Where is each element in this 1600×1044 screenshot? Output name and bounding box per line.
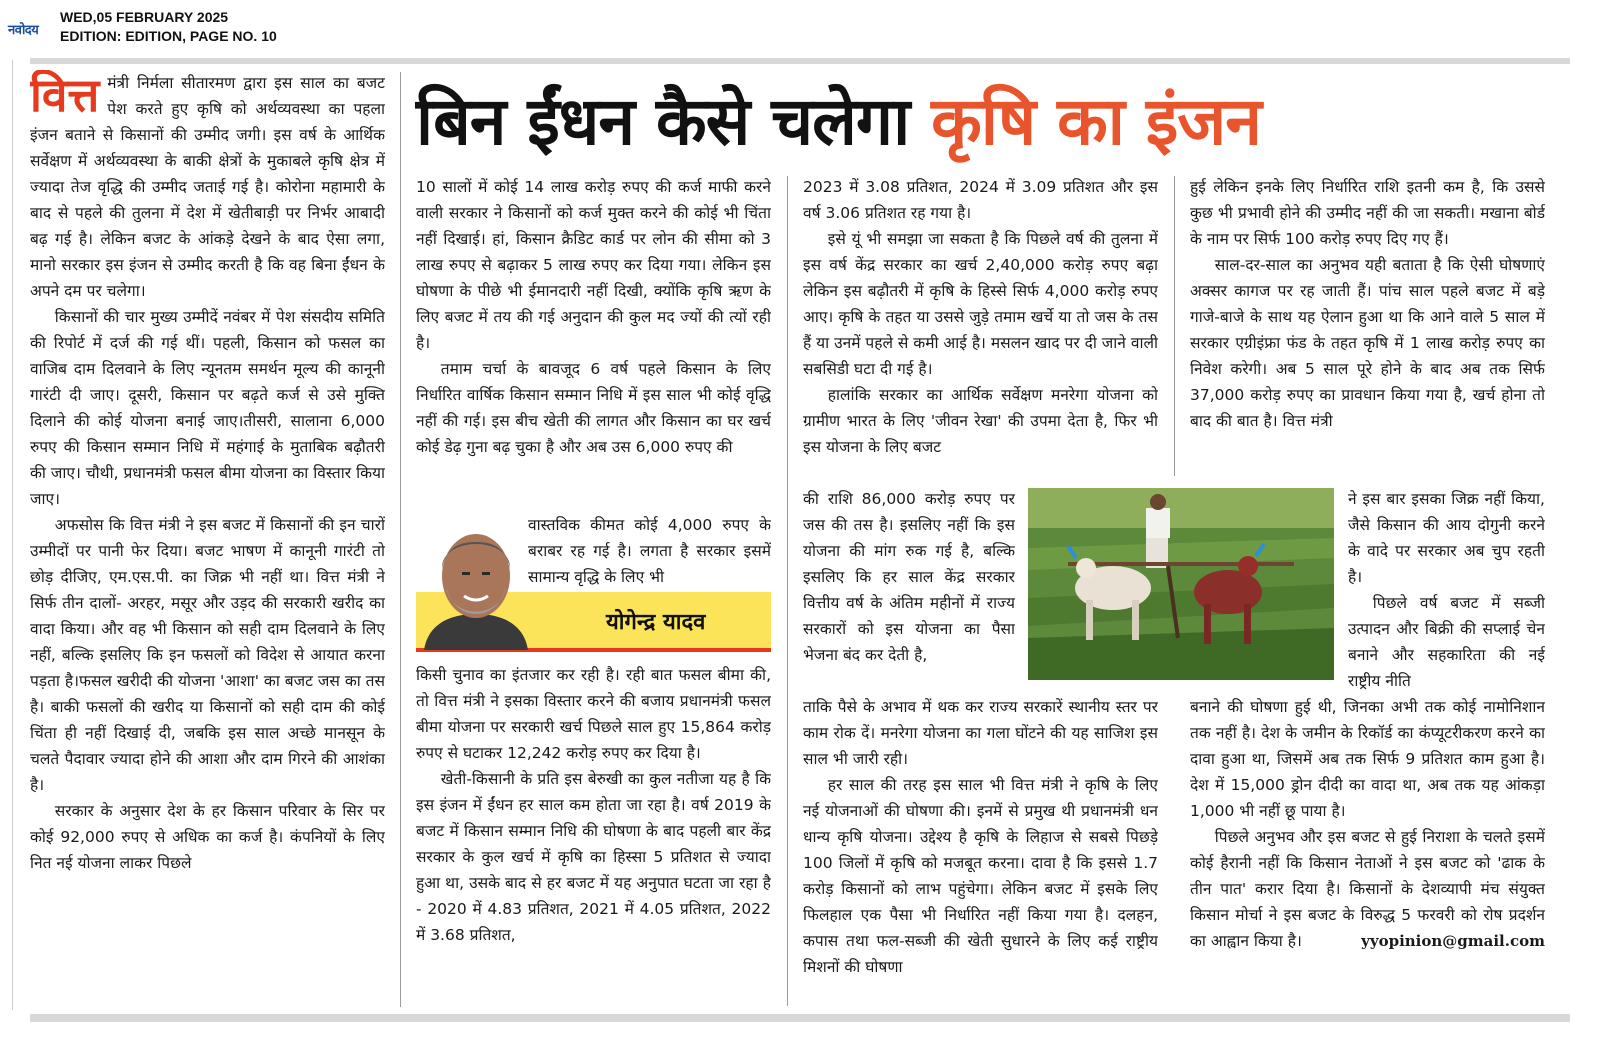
article-column-1 <box>30 70 385 1010</box>
article-column-2-lower <box>416 662 771 1007</box>
headline-part-2: कृषि का इंजन <box>931 83 1261 160</box>
paragraph-2: किसानों की चार मुख्य उम्मीदें नवंबर में पेश संसदीय समिति की रिपोर्ट में दर्ज की गई थीं। पहली, किसान को फसल का वाजिब दाम दिलवाने के लिए न्यूनतम समर्थन मूल्य की कानूनी गारंटी दी जाए। दूसरी, किसान पर बढ़ते कर्ज से उसे मुक्ति दिलाने की कोई योजना बनाई जाए।तीसरी, सालाना 6,000 रुपए की किसान सम्मान निधि में महंगाई के मुताबिक बढ़ौतरी की जाए। चौथी, प्रधानमंत्री फसल बीमा योजना का विस्तार किया जाए। <box>30 308 385 508</box>
author-portrait <box>416 516 536 650</box>
column-divider-1 <box>400 72 401 1007</box>
paragraph-3-continued: की राशि 86,000 करोड़ रुपए पर जस की तस है। इसलिए नहीं कि इस योजना की मांग रुक गई है, बल्कि इसलिए कि हर साल केंद्र सरकार वित्तीय वर्ष के अंतिम महीनों में राज्य सरकारों को इस योजना का पैसा भेजना बंद कर देती है, <box>803 490 1015 664</box>
article-column-4 <box>1190 174 1545 486</box>
author-email[interactable]: yyopinion@gmail.com <box>1361 932 1545 950</box>
top-divider <box>30 58 1570 64</box>
paragraph-2: तमाम चर्चा के बावजूद 6 वर्ष पहले किसान के लिए निर्धारित वार्षिक किसान सम्मान निधि में इस साल भी कोई वृद्धि नहीं की गई। इस बीच खेती की लागत और किसान का घर खर्च कोई डेढ़ गुना बढ़ चुका है और अब उस 6,000 रुपए की <box>416 360 771 456</box>
headline-part-1: बिन ईंधन कैसे चलेगा <box>416 83 932 160</box>
article-column-3-wrap <box>803 486 1015 694</box>
dropcap: वित्त <box>30 70 100 122</box>
edition-page: EDITION: EDITION, PAGE NO. 10 <box>60 28 277 44</box>
paragraph-1: हुई लेकिन इनके लिए निर्धारित राशि इतनी कम है, कि उससे कुछ भी प्रभावी होने की उम्मीद नहीं की जा सकती। मखाना बोर्ड के नाम पर सिर्फ 100 करोड़ रुपए दिए गए हैं। <box>1190 178 1545 248</box>
bottom-divider <box>30 1014 1570 1022</box>
article-column-4-lower <box>1190 694 1545 1007</box>
paragraph-1: वित्त मंत्री निर्मला सीतारमण द्वारा इस साल का बजट पेश करते हुए कृषि को अर्थव्यवस्था का पहला इंजन बताने से किसानों की उम्मीद जगी। इस वर्ष के आर्थिक सर्वेक्षण में अर्थव्यवस्था के बाकी क्षेत्रों के मुकाबले कृषि क्षेत्र में ज्यादा तेज वृद्धि की उम्मीद जताई गई है। कोरोना महामारी के बाद से पहले की तुलना में देश में खेतीबाड़ी पर निर्भर आबादी बढ़ गई है। लेकिन बजट के आंकड़े देखने के बाद ऐसा लगा, मानो सरकार इस इंजन से उम्मीद करती है कि वह बिना ईंधन के अपने दम पर चलेगा। <box>30 70 385 300</box>
edition-date: WED,05 FEBRUARY 2025 <box>60 9 229 25</box>
paragraph-3: अफसोस कि वित्त मंत्री ने इस बजट में किसानों की इन चारों उम्मीदों पर पानी फेर दिया। बजट भाषण में कानूनी गारंटी तो छोड़ दीजिए, एम.एस.पी. का जिक्र भी नहीं था। वित्त मंत्री ने सिर्फ तीन दालों- अरहर, मसूर और उड़द की सरकारी खरीद का वादा किया। और वह भी किसान को सही दाम दिलवाने के लिए नहीं, बल्कि इसलिए कि इन फसलों को विदेश से आयात करना पड़ता है।फसल खरीदी की योजना 'आशा' का बजट जस का तस है। बाकी फसलों की खरीद या किसानों को सही दाम की कोई चिंता ही नहीं दिखाई दी, जबकि इस साल अच्छे मानसून के चलते पैदावार ज्यादा होने की आशा और दाम गिरने की आशंका है। <box>30 516 385 794</box>
paragraph-3-continued: बनाने की घोषणा हुई थी, जिनका अभी तक कोई नामोनिशान तक नहीं है। देश के जमीन के रिकॉर्ड का कंप्यूटरीकरण करने का दावा हुआ था, जिसमें अब तक सिर्फ 9 प्रतिशत काम हुआ है। देश में 15,000 ड्रोन दीदी का वादा था, अब तक यह आंकड़ा 1,000 भी नहीं छू पाया है। <box>1190 698 1545 820</box>
paragraph-2-continued: वास्तविक कीमत कोई 4,000 रुपए के बराबर रह गई है। लगता है सरकार इसमें सामान्य वृद्धि के लिए भी <box>528 516 771 586</box>
article-column-4-wrap <box>1348 486 1545 694</box>
paragraph-3: किसी चुनाव का इंतजार कर रही है। रही बात फसल बीमा की, तो वित्त मंत्री ने इसका विस्तार करने की बजाय प्रधानमंत्री फसल बीमा योजना पर सरकारी खर्च पिछले साल हुए 15,864 करोड़ रुपए से घटाकर 12,242 करोड़ रुपए कर दिया है। <box>416 666 771 762</box>
page-header <box>0 0 1600 58</box>
column-divider-3 <box>1174 176 1175 476</box>
paragraph-4: पिछले अनुभव और इस बजट से हुई निराशा के चलते इसमें कोई हैरानी नहीं कि किसान नेताओं ने इस बजट को 'ढाक के तीन पात' करार दिया है। किसानों के देशव्यापी मंच संयुक्त किसान मोर्चा ने इस बजट के विरुद्ध 5 फरवरी को रोष प्रदर्शन का आह्वान किया है। yyopinion@gmail.com <box>1190 824 1545 954</box>
paragraph-3: पिछले वर्ष बजट में सब्जी उत्पादन और बिक्री की सप्लाई चेन बनाने और सहकारिता की नई राष्ट्रीय नीति <box>1348 594 1545 690</box>
article-column-3-lower <box>803 694 1158 1007</box>
paragraph-2: इसे यूं भी समझा जा सकता है कि पिछले वर्ष की तुलना में इस वर्ष केंद्र सरकार का खर्च 2,40,000 करोड़ रुपए बढ़ा लेकिन इस बढ़ौतरी में कृषि के हिस्से सिर्फ 4,000 करोड़ रुपए आए। कृषि के तहत या उससे जुड़े तमाम खर्चे या तो जस के तस हैं या उनमें पहले से कमी आई है। मसलन खाद पर दी जाने वाली सबसिडी घटा दी गई है। <box>803 230 1158 378</box>
paragraph-4: खेती-किसानी के प्रति इस बेरुखी का कुल नतीजा यह है कि इस इंजन में ईंधन हर साल कम होता जा रहा है। वर्ष 2019 के बजट में किसान सम्मान निधि की घोषणा के बाद पहली बार केंद्र सरकार के कुल खर्च में कृषि का हिस्सा 5 प्रतिशत से ज्यादा हुआ था, उसके बाद से हर बजट में यह अनुपात घटता जा रहा है - 2020 में 4.83 प्रतिशत, 2021 में 4.05 प्रतिशत, 2022 में 3.68 प्रतिशत, <box>416 770 771 944</box>
paragraph-4: सरकार के अनुसार देश के हर किसान परिवार के सिर पर कोई 92,000 रुपए से अधिक का कर्ज है। कंपनियों के लिए नित नई योजना लाकर पिछले <box>30 802 385 872</box>
paragraph-1: 10 सालों में कोई 14 लाख करोड़ रुपए की कर्ज माफी करने वाली सरकार ने किसानों को कर्ज मुक्त करने की कोई भी चिंता नहीं दिखाई। हां, किसान क्रैडिट कार्ड पर लोन की सीमा को 3 लाख रुपए से बढ़ाकर 5 लाख रुपए कर दिया गया। लेकिन इस घोषणा के पीछे भी ईमानदारी नहीं दिखी, क्योंकि कृषि ऋण के लिए बजट में तय की गई अनुदान की कुल मद ज्यों की त्यों रही है। <box>416 178 771 352</box>
article-column-3 <box>803 174 1158 486</box>
article-column-2 <box>416 174 771 514</box>
newspaper-logo[interactable]: नवोदय <box>8 23 39 38</box>
paragraph-2: साल-दर-साल का अनुभव यही बताता है कि ऐसी घोषणाएं अक्सर कागज पर रह जाती हैं। पांच साल पहले बजट में बड़े गाजे-बाजे के साथ यह ऐलान हुआ था कि आने वाले 5 साल में सरकार एग्रीइंफ्रा फंड के तहत कृषि में 1 लाख करोड़ रुपए का निवेश करेगी। अब 5 साल पूरे होने के बाद अब तक सिर्फ 37,000 करोड़ रुपए का प्रावधान किया गया है, खर्च होना तो बाद की बात है। वित्त मंत्री <box>1190 256 1545 430</box>
article-headline <box>416 72 1556 172</box>
paragraph-3: हालांकि सरकार का आर्थिक सर्वेक्षण मनरेगा योजना को ग्रामीण भारत के लिए 'जीवन रेखा' की उपमा देता है, फिर भी इस योजना के लिए बजट <box>803 386 1158 456</box>
author-box <box>416 516 771 656</box>
paragraph-2-continued: ने इस बार इसका जिक्र नहीं किया, जैसे किसान की आय दोगुनी करने के वादे पर सरकार अब चुप रहती है। <box>1348 490 1545 586</box>
paragraph-1: 2023 में 3.08 प्रतिशत, 2024 में 3.09 प्रतिशत और इस वर्ष 3.06 प्रतिशत रह गया है। <box>803 178 1158 222</box>
farmer-ploughing-photo <box>1028 488 1334 680</box>
author-name: योगेन्द्र यादव <box>606 610 706 635</box>
side-divider <box>12 60 13 1010</box>
column-divider-2 <box>787 176 788 1006</box>
paragraph-3-end: ताकि पैसे के अभाव में थक कर राज्य सरकारें स्थानीय स्तर पर काम रोक दें। मनरेगा योजना का गला घोंटने की यह साजिश इस साल भी जारी रही। <box>803 698 1158 768</box>
paragraph-4: हर साल की तरह इस साल भी वित्त मंत्री ने कृषि के लिए नई योजनाओं की घोषणा की। इनमें से प्रमुख थी प्रधानमंत्री धन धान्य कृषि योजना। उद्देश्य है कृषि के लिहाज से सबसे पिछड़े 100 जिलों में कृषि को मजबूत करना। दावा है कि इससे 1.7 करोड़ किसानों को लाभ पहुंचेगा। लेकिन बजट में इसके लिए फिलहाल एक पैसा भी निर्धारित नहीं किया गया है। दलहन, कपास तथा फल-सब्जी की खेती सुधारने के लिए कई राष्ट्रीय मिशनों की घोषणा <box>803 776 1158 976</box>
